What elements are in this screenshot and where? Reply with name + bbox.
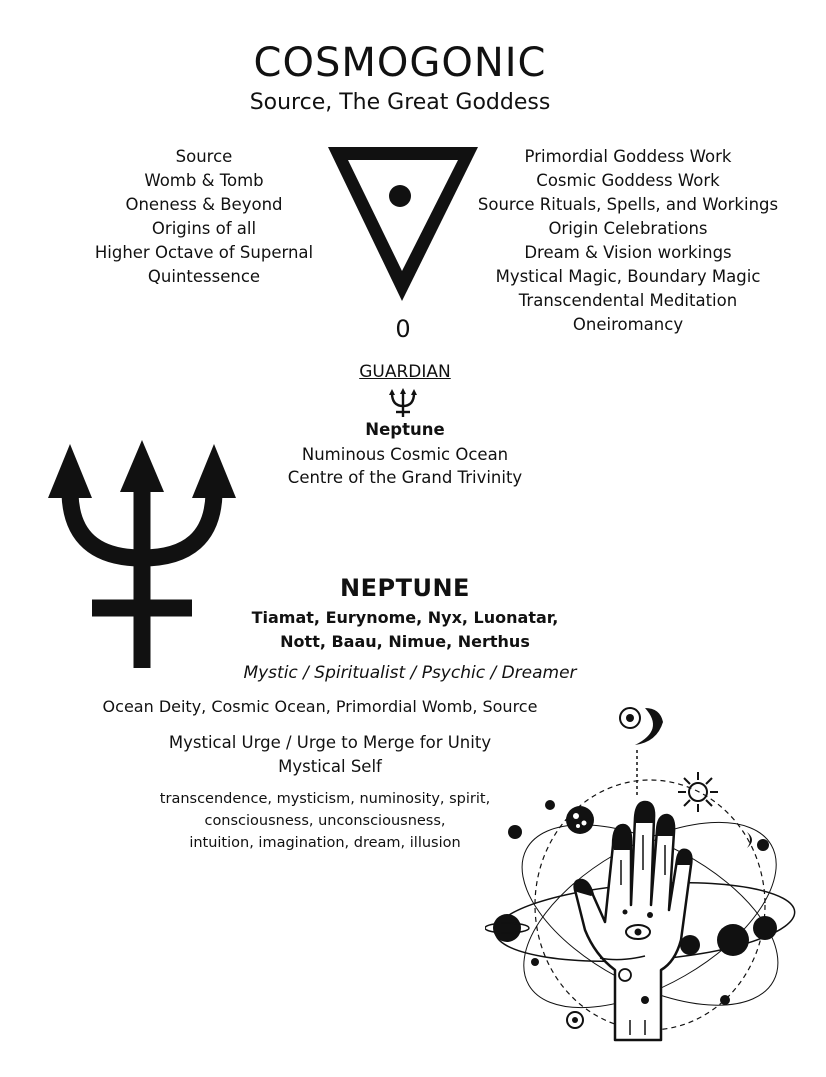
list-item: Womb & Tomb — [144, 171, 264, 190]
page-subtitle: Source, The Great Goddess — [249, 90, 551, 115]
neptune-trident-icon — [42, 436, 242, 676]
list-item: Higher Octave of Supernal — [94, 243, 314, 262]
deities-line: Tiamat, Eurynome, Nyx, Luonatar, — [251, 608, 559, 627]
list-item: Source — [175, 147, 233, 166]
mystic-hand-illustration — [485, 700, 805, 1060]
list-item: Mystical Magic, Boundary Magic — [495, 267, 761, 286]
ocean-text: Ocean Deity, Cosmic Ocean, Primordial Womb, Source — [102, 697, 538, 716]
deities-line: Nott, Baau, Nimue, Nerthus — [280, 632, 530, 651]
list-item: Oneness & Beyond — [125, 195, 283, 214]
list-item: Primordial Goddess Work — [524, 147, 732, 166]
list-item: Origin Celebrations — [548, 219, 708, 238]
triangle-with-dot-icon — [322, 143, 482, 308]
urge-text — [140, 731, 520, 779]
section-title: NEPTUNE — [340, 574, 470, 602]
keywords-text — [130, 788, 520, 854]
keywords-line: consciousness, unconsciousness, — [204, 813, 446, 829]
neptune-symbol-icon — [385, 387, 421, 419]
number-label: 0 — [395, 315, 411, 343]
guardian-line: Numinous Cosmic Ocean — [301, 445, 509, 464]
archetype-text: Mystic / Spiritualist / Psychic / Dreamer — [243, 663, 577, 683]
list-item: Quintessence — [147, 267, 261, 286]
list-item: Source Rituals, Spells, and Workings — [477, 195, 779, 214]
urge-line: Mystical Urge / Urge to Merge for Unity — [168, 733, 492, 752]
keywords-line: transcendence, mysticism, numinosity, spirit, — [159, 791, 491, 807]
list-item: Oneiromancy — [572, 315, 684, 334]
list-item: Transcendental Meditation — [518, 291, 738, 310]
workings-list — [468, 145, 788, 337]
guardian-heading: GUARDIAN — [359, 362, 451, 382]
guardian-line: Centre of the Grand Trivinity — [287, 468, 523, 487]
guardian-name: Neptune — [365, 420, 445, 439]
page-title: COSMOGONIC — [253, 40, 547, 86]
guardian-description — [250, 443, 560, 489]
attributes-list — [84, 145, 324, 289]
list-item: Dream & Vision workings — [524, 243, 732, 262]
deities-list — [230, 606, 580, 654]
keywords-line: intuition, imagination, dream, illusion — [189, 835, 461, 851]
list-item: Origins of all — [151, 219, 257, 238]
urge-line: Mystical Self — [278, 757, 382, 776]
list-item: Cosmic Goddess Work — [536, 171, 720, 190]
